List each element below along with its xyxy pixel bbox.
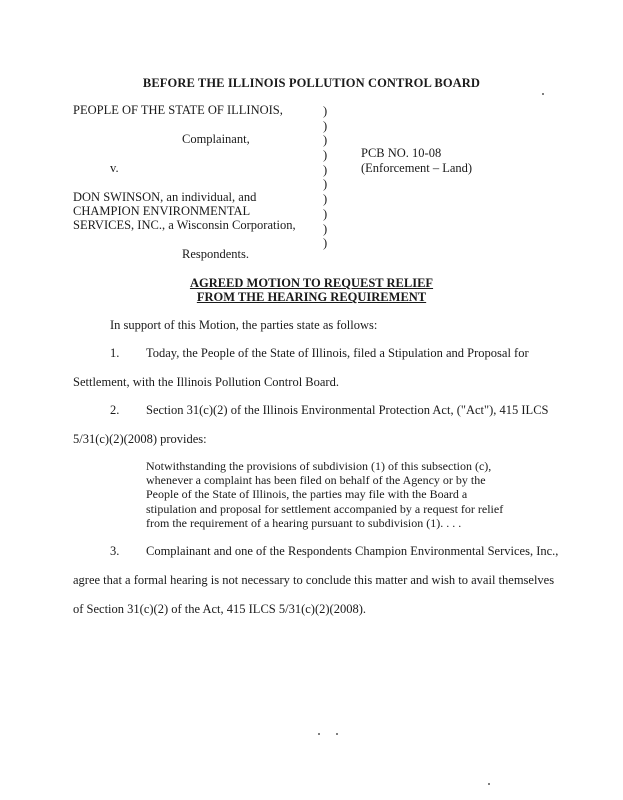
plaintiff-role: Complainant, (182, 132, 250, 146)
paragraph-2-number: 2. (110, 403, 120, 417)
quote-line: whenever a complaint has been filed on behalf of the Agency or by the (146, 473, 486, 488)
scan-speck (318, 733, 320, 735)
quote-line: Notwithstanding the provisions of subdivision (1) of this subsection (c), (146, 459, 492, 473)
scan-speck (488, 783, 490, 785)
caption-paren: ) (323, 206, 328, 221)
caption-paren: ) (323, 236, 328, 251)
defendant-line-1: DON SWINSON, an individual, and (73, 190, 257, 204)
scan-speck (336, 733, 338, 735)
defendant-line-3: SERVICES, INC., a Wisconsin Corporation, (73, 218, 296, 232)
paragraph-1-line-1: Today, the People of the State of Illinois, filed a Stipulation and Proposal for (146, 346, 529, 360)
paragraph-2-line-1: Section 31(c)(2) of the Illinois Environmental Protection Act, ("Act"), 415 ILCS (146, 403, 549, 417)
case-number: PCB NO. 10-08 (361, 146, 442, 160)
caption-paren: ) (323, 148, 328, 163)
defendant-line-2: CHAMPION ENVIRONMENTAL (73, 204, 251, 218)
motion-title (0, 276, 623, 304)
motion-title-line-2: FROM THE HEARING REQUIREMENT (196, 290, 427, 304)
caption-parentheses (323, 104, 327, 251)
paragraph-3-line-3: of Section 31(c)(2) of the Act, 415 ILCS 5/31(c)(2)(2008). (73, 602, 366, 616)
case-type: (Enforcement – Land) (361, 161, 473, 175)
paragraph-3-line-1: Complainant and one of the Respondents Champion Environmental Services, Inc., (146, 544, 559, 558)
plaintiff-name: PEOPLE OF THE STATE OF ILLINOIS, (73, 103, 283, 117)
quote-line: stipulation and proposal for settlement accompanied by a request for relief (146, 501, 504, 516)
caption-paren: ) (323, 177, 328, 192)
caption-paren: ) (323, 133, 328, 148)
intro-text: In support of this Motion, the parties state as follows: (110, 318, 378, 332)
quote-line: from the requirement of a hearing pursuant to subdivision (1). . . . (146, 515, 462, 530)
paragraph-2-line-2: 5/31(c)(2)(2008) provides: (73, 432, 207, 446)
paragraph-1-number: 1. (110, 346, 120, 360)
versus: v. (110, 161, 119, 175)
paragraph-1-line-2: Settlement, with the Illinois Pollution Control Board. (73, 375, 339, 389)
caption-paren: ) (323, 192, 328, 207)
caption-paren: ) (323, 104, 328, 118)
caption-paren: ) (323, 162, 328, 177)
caption-paren: ) (323, 118, 328, 133)
scan-speck (542, 93, 544, 95)
paragraph-3-number: 3. (110, 544, 120, 558)
motion-title-line-1: AGREED MOTION TO REQUEST RELIEF (189, 276, 434, 290)
quote-line: People of the State of Illinois, the parties may file with the Board a (146, 487, 468, 502)
court-heading: BEFORE THE ILLINOIS POLLUTION CONTROL BOARD (142, 76, 481, 90)
statute-quote (146, 459, 526, 530)
paragraph-3-line-2: agree that a formal hearing is not necessary to conclude this matter and wish to avail themselves (73, 573, 555, 587)
defendant-role: Respondents. (182, 247, 250, 261)
caption-paren: ) (323, 221, 328, 236)
